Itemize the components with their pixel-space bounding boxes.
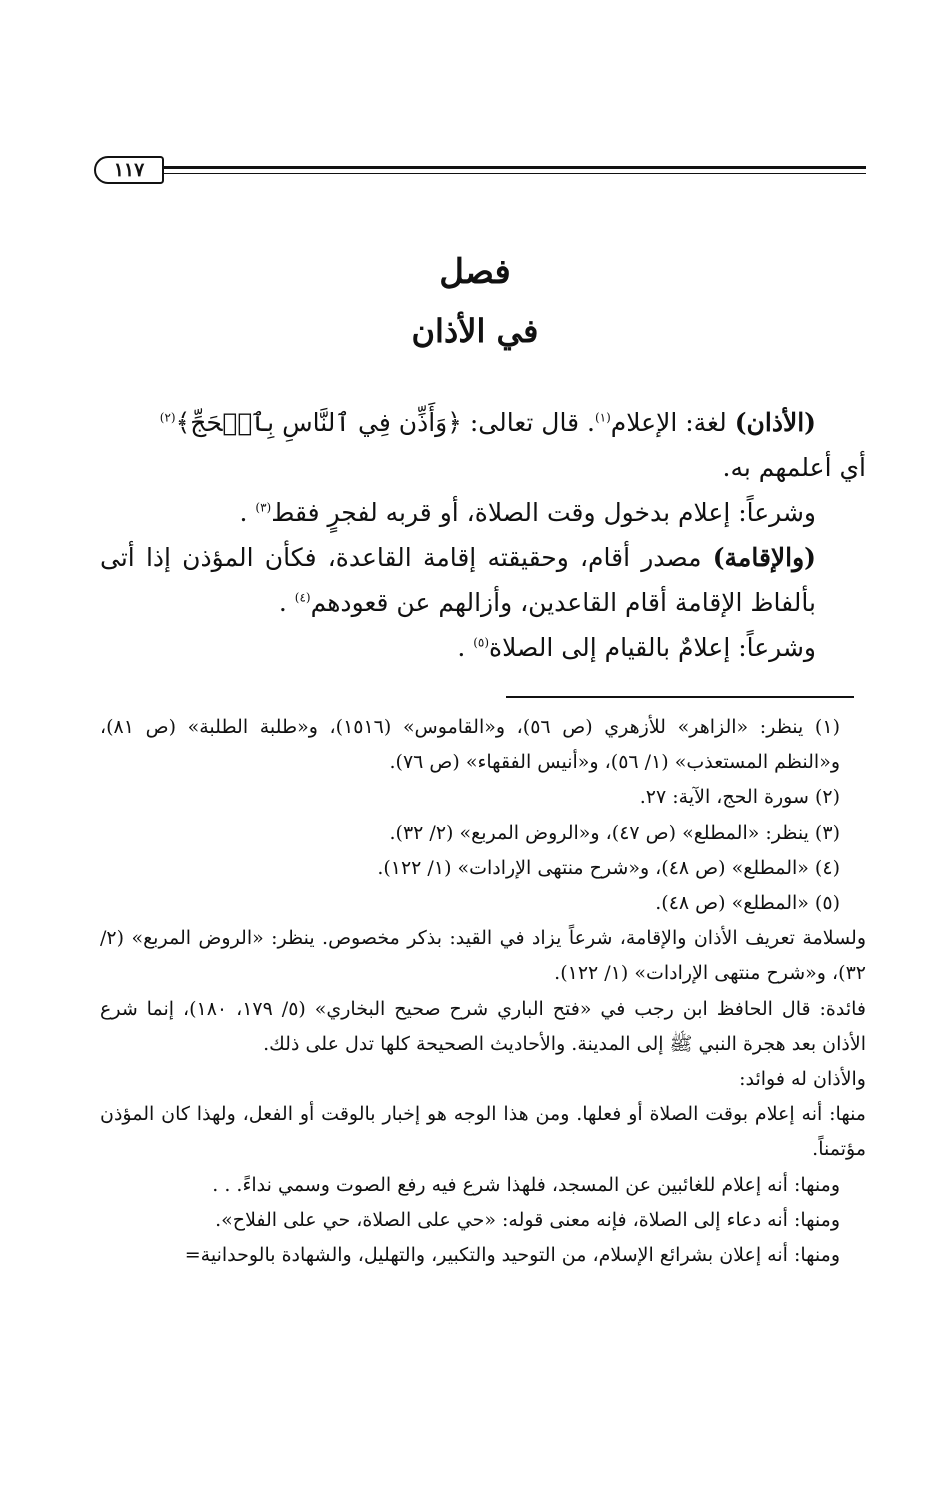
paragraph-iqama <box>100 535 866 625</box>
text: وشرعاً: إعلام بدخول وقت الصلاة، أو قربه لفجرٍ فقط <box>271 498 816 527</box>
paragraph-iqama-sharia <box>100 625 866 670</box>
footnote-note-benefit-3: ومنها: أنه دعاء إلى الصلاة، فإنه معنى قوله: «حي على الصلاة، حي على الفلاح». <box>215 1208 840 1231</box>
main-text <box>100 400 866 670</box>
header-rule <box>160 166 866 174</box>
text: . قال تعالى: <box>461 408 595 437</box>
footnote-note-benefit-4: ومنها: أنه إعلان بشرائع الإسلام، من التوحيد والتكبير، والتهليل، والشهادة بالوحدانية= <box>184 1244 840 1267</box>
text: . <box>239 498 256 527</box>
text: وشرعاً: إعلامٌ بالقيام إلى الصلاة <box>489 633 816 662</box>
section-title: فصل <box>439 252 511 292</box>
footnote-note-benefit-1: منها: أنه إعلام بوقت الصلاة أو فعلها. ومن هذا الوجه هو إخبار بالوقت أو الفعل، ولهذا كان المؤذن مؤتمناً. <box>100 1103 866 1161</box>
term-iqama: (والإقامة) <box>712 543 816 572</box>
text: . <box>457 633 474 662</box>
text: . <box>278 588 295 617</box>
footnote-note-benefit-2: ومنها: أنه إعلام للغائبين عن المسجد، فلهذا شرع فيه رفع الصوت وسمي نداءً. . . <box>212 1173 840 1196</box>
paragraph-adhan-language <box>100 400 866 445</box>
footnote-ref-1: (١) <box>594 410 611 425</box>
page-number-badge <box>94 156 164 184</box>
footnote-note-benefits-heading: والأذان له فوائد: <box>739 1068 866 1091</box>
footnote-4: (٤) «المطلع» (ص ٤٨)، و«شرح منتهى الإرادات» (١/ ١٢٢). <box>377 856 840 879</box>
quran-verse: ﴿وَأَذِّن فِي ٱلنَّاسِ بِٱلۡحَجِّ﴾ <box>175 408 462 437</box>
paragraph-adhan-sharia <box>100 490 866 535</box>
footnote-ref-3: (٣) <box>255 500 272 515</box>
footnote-3: (٣) ينظر: «المطلع» (ص ٤٧)، و«الروض المربع» (٢/ ٣٢). <box>389 821 840 844</box>
footnote-note-definition: ولسلامة تعريف الأذان والإقامة، شرعاً يزاد في القيد: بذكر مخصوص. ينظر: «الروض المربع» (٢/ ٣٢)، و«شرح منتهى الإرادات» (١/ ١٢٢). <box>100 927 866 985</box>
footnote-note-benefit: فائدة: قال الحافظ ابن رجب في «فتح الباري شرح صحيح البخاري» (٥/ ١٧٩، ١٨٠)، إنما شرع الأذان بعد هجرة النبي ﷺ إلى المدينة. والأحاديث الصحيحة كلها تدل على ذلك. <box>100 997 866 1055</box>
footnote-ref-2: (٢) <box>159 410 176 425</box>
section-subtitle: في الأذان <box>411 312 539 350</box>
footnote-ref-4: (٤) <box>294 590 311 605</box>
term-adhan: (الأذان) <box>734 408 816 437</box>
footnote-5: (٥) «المطلع» (ص ٤٨). <box>655 892 840 915</box>
footnote-separator <box>506 696 854 698</box>
text: مصدر أقام، وحقيقته إقامة القاعدة، فكأن المؤذن إذا أتى بألفاظ الإقامة أقام القاعدين، وأزالهم عن قعودهم <box>100 543 816 617</box>
footnotes <box>100 710 866 1273</box>
footnote-1: (١) ينظر: «الزاهر» للأزهري (ص ٥٦)، و«القاموس» (١٥١٦)، و«طلبة الطلبة» (ص ٨١)، و«النظم المستعذب» (١/ ٥٦)، و«أنيس الفقهاء» (ص ٧٦). <box>100 716 840 774</box>
text: لغة: الإعلام <box>610 408 735 437</box>
paragraph-continuation: أي أعلمهم به. <box>722 453 866 482</box>
footnote-ref-5: (٥) <box>473 635 490 650</box>
footnote-2: (٢) سورة الحج، الآية: ٢٧. <box>639 786 840 809</box>
page-number: ١١٧ <box>113 159 145 181</box>
